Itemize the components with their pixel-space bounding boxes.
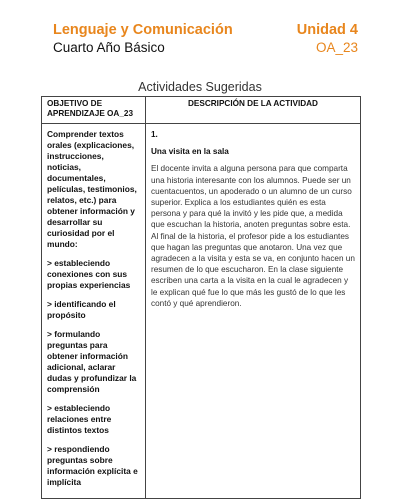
objective-code: OA_23 bbox=[315, 40, 358, 55]
objective-item: > estableciendo relaciones entre distintos textos bbox=[47, 403, 112, 435]
activity-description: El docente invita a alguna persona para que comparta una historia interesante con los alumnos. Puede ser un cuentacuentos, un apoderado o un alumno de un curso superior. Explica a los estudiantes quién es esta persona y para qué la invitó y les pide que, a medida que escuchan la historia, anoten preguntas sobre esta. Al final de la historia, el profesor pide a los estudiantes que hagan las preguntas que anotaron. Una vez que agradecen a la visita y esta se va, en conjunto hacen un resumen de lo que escucharon. En la clase siguiente escriben una carta a la visita en la cual le agradecen y le explican qué fue lo que más les gustó de lo que les contó y qué aprendieron. bbox=[151, 164, 355, 308]
objective-item: > identificando el propósito bbox=[47, 299, 116, 320]
objective-cell bbox=[42, 124, 146, 499]
unit-label: Unidad 4 bbox=[296, 22, 358, 38]
header-row-2 bbox=[53, 39, 358, 56]
description-column-header: DESCRIPCIÓN DE LA ACTIVIDAD bbox=[146, 97, 361, 124]
activity-cell bbox=[146, 124, 361, 499]
objective-column-header: OBJETIVO DE APRENDIZAJE OA_23 bbox=[42, 97, 146, 124]
table-header-row bbox=[42, 97, 361, 124]
activities-table bbox=[41, 96, 361, 499]
objective-item: > estableciendo conexiones con sus propias experiencias bbox=[47, 258, 131, 290]
objective-item: > formulando preguntas para obtener información adicional, aclarar dudas y profundizar la comprensión bbox=[47, 329, 137, 394]
header-row-1 bbox=[53, 22, 358, 39]
activity-number: 1. bbox=[151, 130, 158, 139]
grade-label: Cuarto Año Básico bbox=[53, 40, 165, 55]
objective-intro: Comprender textos orales (explicaciones, instrucciones, noticias, documentales, películas, testimonios, relatos, etc.) para obtener información y desarrollar su curiosidad por el mundo: bbox=[47, 129, 137, 249]
subject-title: Lenguaje y Comunicación bbox=[53, 22, 233, 38]
table-row bbox=[42, 124, 361, 499]
activity-title: Una visita en la sala bbox=[151, 147, 229, 157]
page-header bbox=[53, 22, 358, 56]
objective-item: > respondiendo preguntas sobre información explícita e implícita bbox=[47, 444, 138, 487]
section-title: Actividades Sugeridas bbox=[138, 80, 262, 94]
